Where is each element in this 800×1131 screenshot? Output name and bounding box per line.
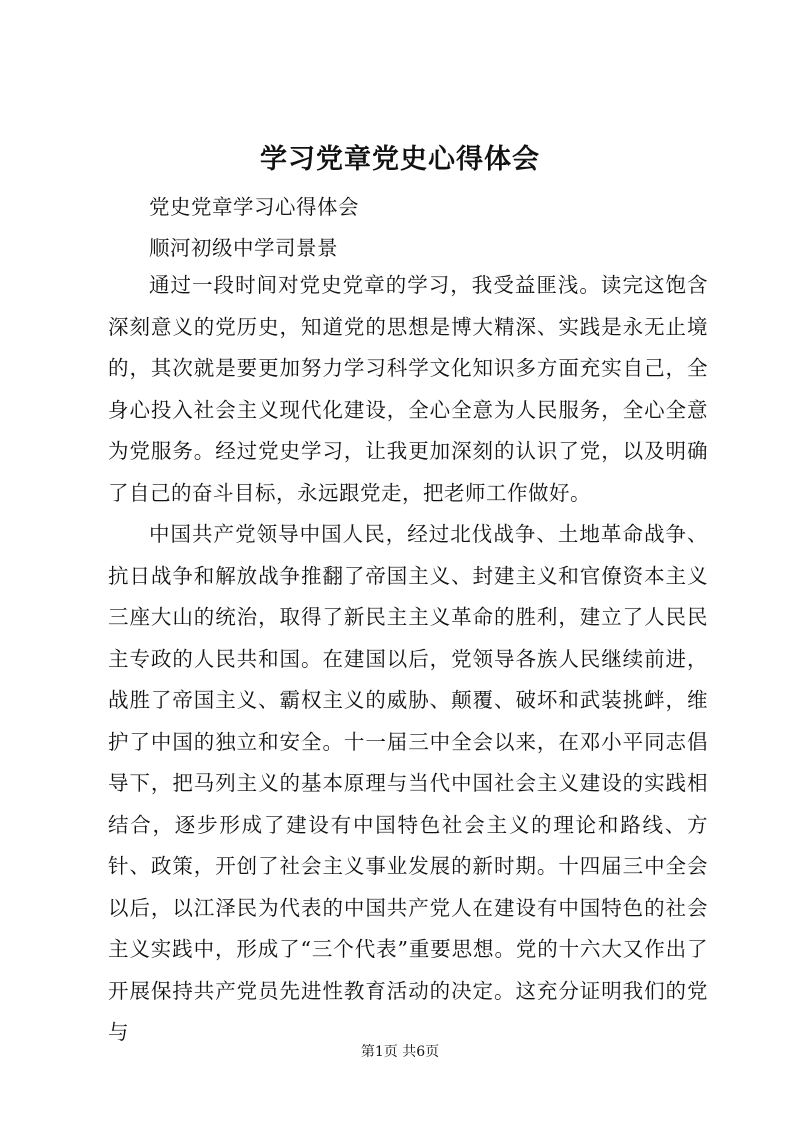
author-line: 顺河初级中学司景景	[149, 236, 338, 260]
paragraph-1: 通过一段时间对党史党章的学习，我受益匪浅。读完这饱含深刻意义的党历史，知道党的思想是博大精深、实践是永无止境的，其次就是要更加努力学习科学文化知识多方面充实自己，全身心投入社会主义现代化建设，全心全意为人民服务，全心全意为党服务。经过党史学习，让我更加深刻的认识了党，以及明确了自己的奋斗目标，永远跟党走，把老师工作做好。	[108, 273, 708, 505]
document-title: 学习党章党史心得体会	[260, 144, 540, 175]
paragraph-2: 中国共产党领导中国人民，经过北伐战争、土地革命战争、抗日战争和解放战争推翻了帝国主义、封建主义和官僚资本主义三座大山的统治，取得了新民主主义革命的胜利，建立了人民民主专政的人民共和国。在建国以后，党领导各族人民继续前进，战胜了帝国主义、霸权主义的威胁、颠覆、破坏和武装挑衅，维护了中国的独立和安全。十一届三中全会以来，在邓小平同志倡导下，把马列主义的基本原理与当代中国社会主义建设的实践相结合，逐步形成了建设有中国特色社会主义的理论和路线、方针、政策，开创了社会主义事业发展的新时期。十四届三中全会以后，以江泽民为代表的中国共产党人在建设有中国特色的社会主义实践中，形成了“三个代表”重要思想。党的十六大又作出了开展保持共产党员先进性教育活动的决定。这充分证明我们的党与	[108, 522, 708, 1044]
page-footer: 第1页 共6页	[360, 1044, 440, 1060]
document-subtitle: 党史党章学习心得体会	[149, 195, 359, 219]
